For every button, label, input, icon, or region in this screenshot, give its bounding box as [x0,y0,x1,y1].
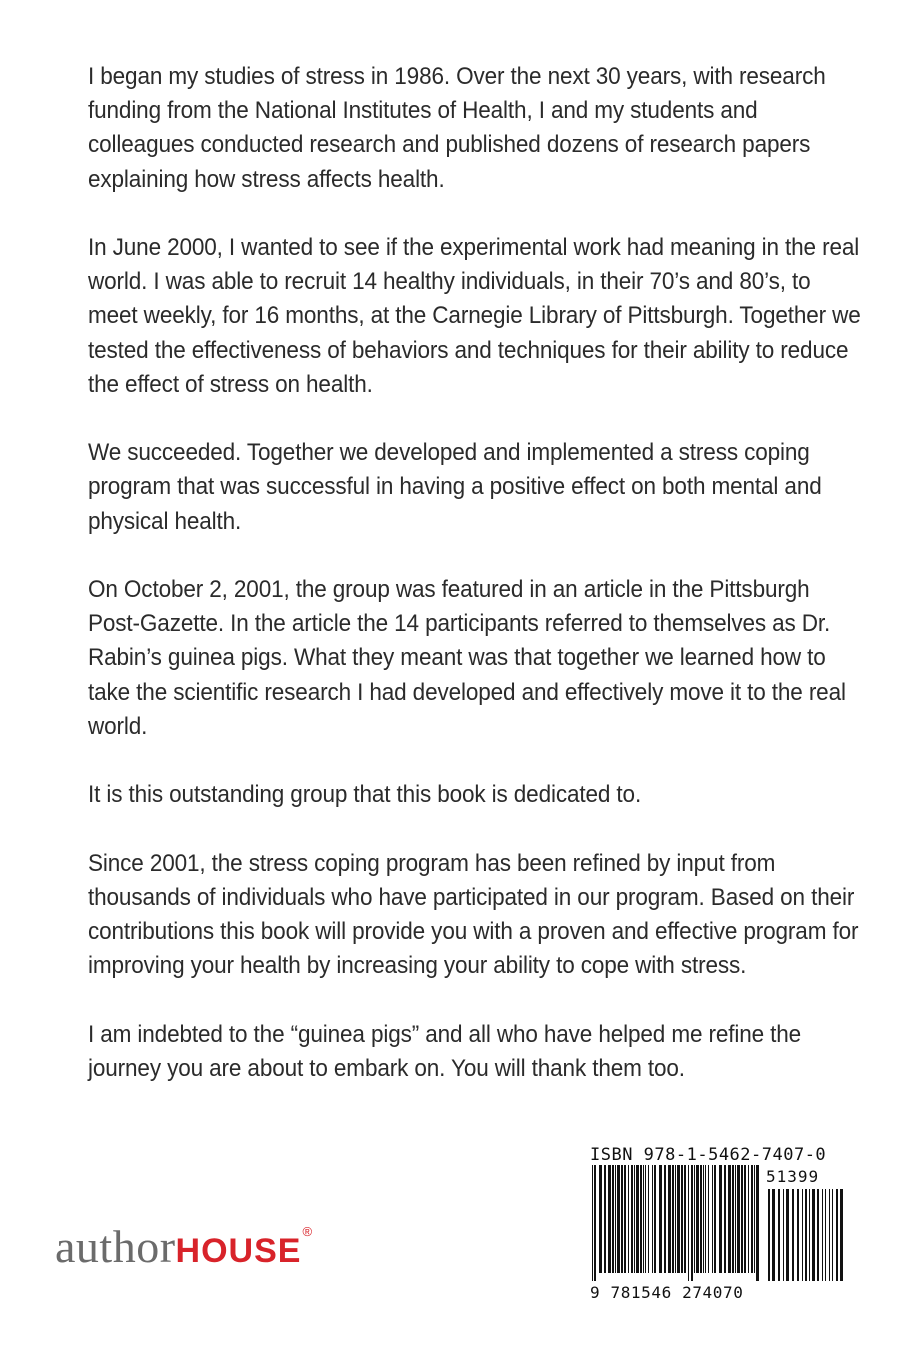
barcode-bar [672,1165,674,1273]
barcode-bar [802,1189,803,1281]
barcode-bar [778,1189,780,1281]
paragraph: I began my studies of stress in 1986. Over the next 30 years, with research funding from the National Institutes of Health, I and my students and colleagues conducted research and published dozens of research papers explaining how stress affects health. [88,63,826,193]
barcode-bar [836,1189,838,1281]
barcode-bar [805,1189,807,1281]
barcode-bar [719,1165,722,1273]
barcode-bar [645,1165,646,1273]
barcode-bar [694,1165,695,1273]
barcode-bar [728,1165,731,1273]
barcode-bar [592,1165,593,1281]
barcode-bar [817,1189,819,1281]
barcode-bar [624,1165,626,1273]
barcode-bar [617,1165,620,1273]
barcode-bar [703,1165,704,1273]
barcode-bar [636,1165,639,1273]
barcode-bar [640,1165,642,1273]
barcode-bar [786,1189,789,1281]
barcode-bar [664,1165,666,1273]
paragraph: We succeeded. Together we developed and implemented a stress coping program that was successful in having a positive effect on both mental and physical health. [88,439,822,535]
paragraph: It is this outstanding group that this book is dedicated to. [88,781,642,809]
barcode-bar [599,1165,602,1273]
barcode-bar [675,1165,676,1273]
paragraph: Since 2001, the stress coping program has been refined by input from thousands of individuals who have participated in our program. Based on their contributions this book will provide you with a proven and effective program for improving your health by increasing your ability to cope with stress. [88,849,859,980]
barcode-bar [615,1165,616,1273]
paragraph: In June 2000, I wanted to see if the experimental work had meaning in the real world. I was able to recruit 14 healthy individuals, in their 70’s and 80’s, to meet weekly, for 16 months, at the Carnegie Library of Pittsburgh. Together we tested the effectiveness of behaviors and techniques for their ability to reduce the effect of stress on health. [88,234,861,398]
barcode-bar [696,1165,699,1273]
barcode-bar [648,1165,649,1273]
barcode-bar [668,1165,671,1273]
barcode-bar [700,1165,702,1273]
barcode-bar [809,1189,810,1281]
barcode-bar [631,1165,633,1273]
barcode-bar [612,1165,614,1273]
barcode-bar [628,1165,629,1273]
barcode-bar [681,1165,683,1273]
barcode-bar [604,1165,606,1273]
barcode-bar [705,1165,706,1273]
barcode-bar [714,1165,716,1273]
barcode-bar [792,1189,794,1281]
barcode-bar [594,1165,596,1281]
barcode-bar [708,1165,709,1273]
barcode-bar [768,1189,770,1281]
barcode-bar [659,1165,662,1273]
barcode-bar [634,1165,635,1273]
barcode-bar [825,1189,826,1281]
barcode-bar [744,1165,746,1273]
barcode-bar [732,1165,734,1273]
barcode-bar [684,1165,686,1273]
barcode-bar [691,1165,693,1281]
barcode-bar [748,1165,749,1273]
barcode-bar [621,1165,623,1273]
barcode-bar [688,1165,689,1281]
barcode-bar [812,1189,815,1281]
barcode-bar [751,1165,753,1273]
barcode-bar [712,1165,713,1273]
barcode-bar [741,1165,743,1273]
barcode-bar [654,1165,656,1273]
barcode-bar [643,1165,644,1273]
publisher-name-author: author [55,1221,176,1272]
registered-mark: ® [302,1224,313,1239]
isbn-barcode [588,1145,848,1305]
barcode-bar [832,1189,833,1281]
paragraph: On October 2, 2001, the group was featured in an article in the Pittsburgh Post-Gazette. In the article the 14 participants referred to themselves as Dr. Rabin’s guinea pigs. What they meant was that together we learned how to take the scientific research I had developed and effectively move it to the real world. [88,576,846,740]
barcode-bar [724,1165,726,1273]
publisher-logo [55,1220,312,1280]
back-cover-text [88,60,861,1120]
barcode-bar [772,1189,775,1281]
barcode-bar [829,1189,830,1281]
price-code: 51399 [766,1167,820,1186]
barcode-bar [756,1165,759,1281]
barcode-bar [840,1189,843,1281]
barcode-bar [783,1189,784,1281]
barcode-bar [754,1165,755,1273]
barcode-bar [737,1165,740,1273]
barcode-bar [822,1189,823,1281]
barcode-bar [677,1165,680,1273]
paragraph: I am indebted to the “guinea pigs” and all who have helped me refine the journey you are about to embark on. You will thank them too. [88,1020,802,1082]
barcode-bars [588,1165,848,1285]
barcode-bar [608,1165,611,1273]
isbn-label: ISBN 978-1-5462-7407-0 [590,1145,827,1165]
publisher-name-house: HOUSE [175,1232,302,1270]
barcode-bar [735,1165,736,1273]
barcode-digits: 9 781546 274070 [590,1283,744,1302]
barcode-bar [652,1165,653,1273]
barcode-bar [797,1189,799,1281]
